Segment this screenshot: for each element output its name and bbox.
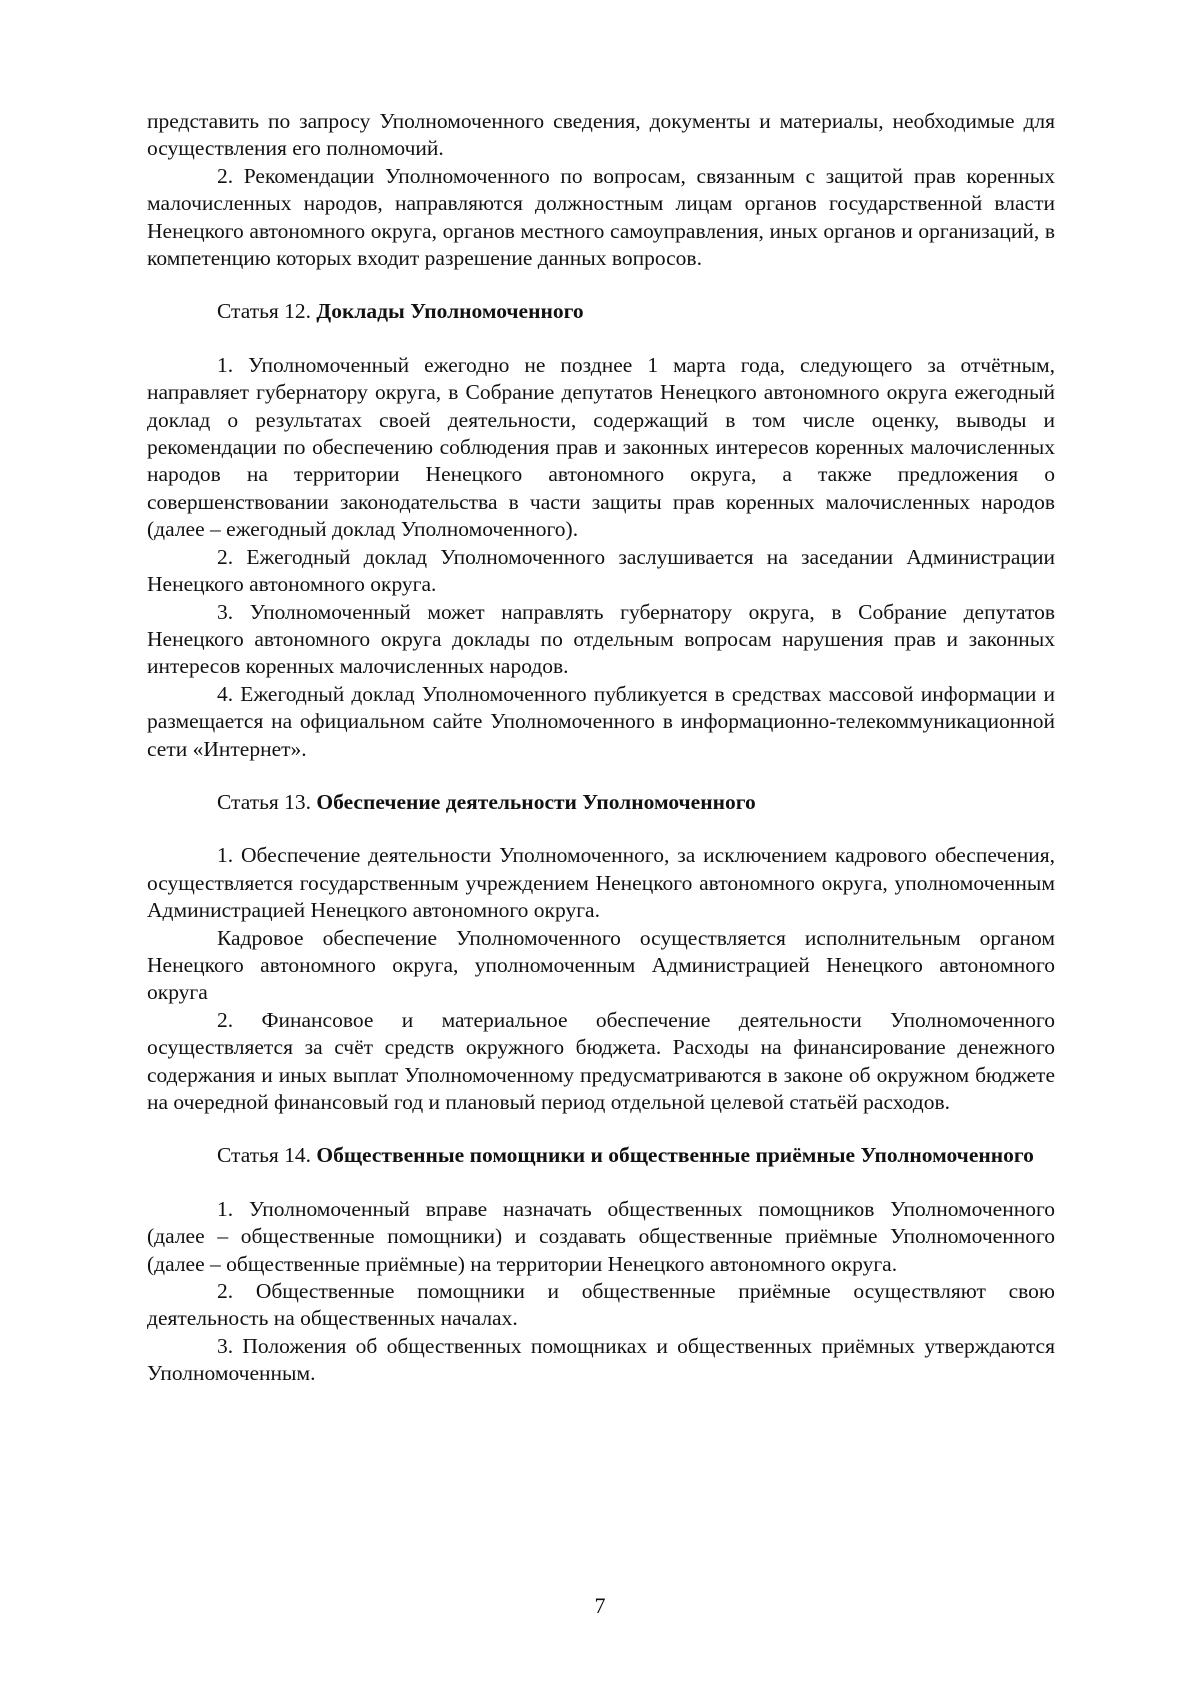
paragraph: 2. Финансовое и материальное обеспечение деятельности Уполномоченного осуществляется за счёт средств окружного бюджета. Расходы на финансирование денежного содержания и иных выплат Уполномоченному предусматриваются в законе об окружном бюджете на очередной финансовый год и плановый период отдельной целевой статьёй расходов.: [147, 1007, 1055, 1114]
article-title: Обеспечение деятельности Уполномоченного: [316, 789, 756, 814]
document-page: [147, 108, 1055, 1388]
article-title: Общественные помощники и общественные приёмные Уполномоченного: [316, 1143, 1034, 1168]
paragraph: 1. Уполномоченный вправе назначать общественных помощников Уполномоченного (далее – общественные помощники) и создавать общественные приёмные Уполномоченного (далее – общественные приёмные) на территории Ненецкого автономного округа.: [147, 1196, 1055, 1276]
paragraph: 3. Уполномоченный может направлять губернатору округа, в Собрание депутатов Ненецкого автономного округа доклады по отдельным вопросам нарушения прав и законных интересов коренных малочисленных народов.: [147, 599, 1055, 679]
paragraph: 4. Ежегодный доклад Уполномоченного публикуется в средствах массовой информации и размещается на официальном сайте Уполномоченного в информационно-телекоммуникационной сети «Интернет».: [147, 681, 1055, 761]
paragraph: представить по запросу Уполномоченного сведения, документы и материалы, необходимые для осуществления его полномочий.: [147, 109, 1055, 161]
article-prefix: Статья 14.: [217, 1143, 317, 1168]
paragraph: 2. Ежегодный доклад Уполномоченного заслушивается на заседании Администрации Ненецкого автономного округа.: [147, 544, 1055, 597]
paragraph: 2. Рекомендации Уполномоченного по вопросам, связанным с защитой прав коренных малочисленных народов, направляются должностным лицам органов государственной власти Ненецкого автономного округа, органов местного самоуправления, иных органов и организаций, в компетенцию которых входит разрешение данных вопросов.: [147, 163, 1055, 271]
paragraph: 2. Общественные помощники и общественные приёмные осуществляют свою деятельность на общественных началах.: [147, 1279, 1055, 1331]
paragraph: 1. Обеспечение деятельности Уполномоченного, за исключением кадрового обеспечения, осуществляется государственным учреждением Ненецкого автономного округа, уполномоченным Администрацией Ненецкого автономного округа.: [147, 843, 1055, 923]
article-prefix: Статья 13.: [217, 789, 317, 814]
paragraph: 1. Уполномоченный ежегодно не позднее 1 марта года, следующего за отчётным, направляет губернатору округа, в Собрание депутатов Ненецкого автономного округа ежегодный доклад о результатах своей деятельности, содержащий в том числе оценку, выводы и рекомендации по обеспечению соблюдения прав и законных интересов коренных малочисленных народов на территории Ненецкого автономного округа, а также предложения о совершенствовании законодательства в части защиты прав коренных малочисленных народов (далее – ежегодный доклад Уполномоченного).: [147, 352, 1055, 542]
article-prefix: Статья 12.: [217, 299, 317, 324]
page-number: 7: [594, 1593, 606, 1618]
article-title: Доклады Уполномоченного: [316, 299, 584, 324]
paragraph: 3. Положения об общественных помощниках и общественных приёмных утверждаются Уполномоченным.: [147, 1333, 1055, 1386]
article-13-heading: [147, 789, 1055, 816]
article-14-heading: [147, 1142, 1055, 1169]
article-12-heading: [147, 298, 1055, 325]
paragraph: Кадровое обеспечение Уполномоченного осуществляется исполнительным органом Ненецкого автономного округа, уполномоченным Администрацией Ненецкого автономного округа: [147, 925, 1055, 1005]
